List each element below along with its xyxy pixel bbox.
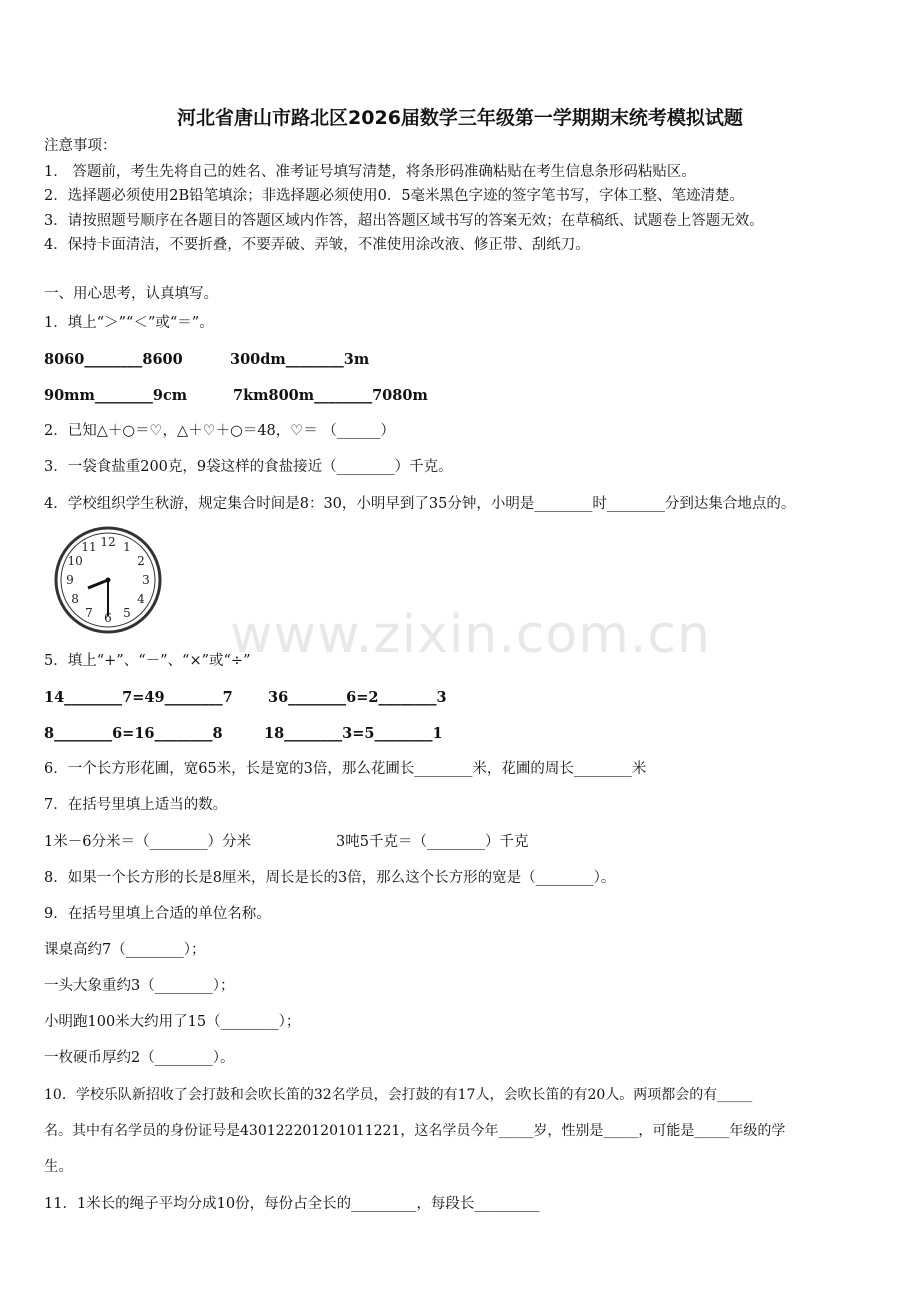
question-5a: 14________7=49________7 <box>44 689 233 706</box>
page-title: 河北省唐山市路北区2026届数学三年级第一学期期末统考模拟试题 <box>177 107 743 129</box>
question-8: 8．如果一个长方形的长是8厘米，周长是长的3倍，那么这个长方形的宽是（________）。 <box>44 870 616 886</box>
watermark: www.zixin.com.cn <box>230 605 711 665</box>
question-7a: 1米－6分米＝（________）分米 <box>44 834 251 850</box>
question-1: 1．填上“＞”“＜”或“＝”。 <box>44 315 214 331</box>
clock-number: 11 <box>81 540 97 555</box>
question-9d: 一枚硬币厚约2（________）。 <box>44 1050 235 1066</box>
clock-number: 9 <box>66 573 74 587</box>
clock-number: 4 <box>137 592 145 606</box>
clock-number: 10 <box>67 554 83 568</box>
question-1b: 300dm________3m <box>230 351 370 368</box>
clock-number: 6 <box>104 611 112 625</box>
clock-number: 2 <box>137 554 145 568</box>
question-2: 2．已知△＋○＝♡，△＋♡＋○＝48，♡＝ （______） <box>44 423 395 439</box>
question-9: 9．在括号里填上合适的单位名称。 <box>44 906 271 922</box>
clock-image <box>52 523 164 637</box>
question-5b: 36________6=2________3 <box>268 689 447 706</box>
notice-item-4: 4．保持卡面清洁，不要折叠，不要弄破、弄皱，不准使用涂改液、修正带、刮纸刀。 <box>44 237 590 253</box>
clock-number: 3 <box>142 573 150 587</box>
question-9a: 课桌高约7（________）； <box>44 942 206 958</box>
notice-item-1: 1． 答题前，考生先将自己的姓名、准考证号填写清楚，将条形码准确粘贴在考生信息条形码粘贴区。 <box>44 164 696 180</box>
question-10-line2: 名。其中有名学员的身份证号是430122201201011221，这名学员今年_____岁，性别是_____，可能是_____年级的学 <box>44 1123 786 1139</box>
notice-item-2: 2．选择题必须使用2B铅笔填涂；非选择题必须使用0．5毫米黑色字迹的签字笔书写，字体工整、笔迹清楚。 <box>44 188 745 204</box>
question-9c: 小明跑100米大约用了15（________）； <box>44 1014 301 1030</box>
notice-heading: 注意事项： <box>44 138 117 154</box>
question-5d: 18________3=5________1 <box>264 725 443 742</box>
question-5c: 8________6=16________8 <box>44 725 223 742</box>
question-1a: 8060________8600 <box>44 351 183 368</box>
question-7: 7．在括号里填上适当的数。 <box>44 797 228 813</box>
question-7b: 3吨5千克＝（________）千克 <box>336 834 529 850</box>
notice-item-3: 3．请按照题号顺序在各题目的答题区域内作答，超出答题区域书写的答案无效；在草稿纸、试题卷上答题无效。 <box>44 213 764 229</box>
question-5: 5．填上“+”、“－”、“×”或“÷” <box>44 653 251 669</box>
clock-number: 12 <box>100 535 116 549</box>
question-3: 3．一袋食盐重200克，9袋这样的食盐接近（________）千克。 <box>44 459 453 475</box>
clock-number: 7 <box>85 605 93 620</box>
question-9b: 一头大象重约3（________）； <box>44 978 235 994</box>
question-10-line1: 10．学校乐队新招收了会打鼓和会吹长笛的32名学员，会打鼓的有17人，会吹长笛的有20人。两项都会的有_____ <box>44 1087 753 1103</box>
question-4: 4．学校组织学生秋游，规定集合时间是8：30，小明早到了35分钟，小明是________时________分到达集合地点的。 <box>44 496 796 512</box>
clock-number: 1 <box>123 540 131 555</box>
clock-number: 5 <box>123 605 131 620</box>
question-10-line3: 生。 <box>44 1159 73 1175</box>
question-11: 11．1米长的绳子平均分成10份，每份占全长的_________，每段长_________ <box>44 1196 540 1212</box>
question-6: 6．一个长方形花圃，宽65米，长是宽的3倍，那么花圃长________米，花圃的周长________米 <box>44 761 647 777</box>
question-1d: 7km800m________7080m <box>233 387 428 404</box>
clock-number: 8 <box>71 592 79 606</box>
section-heading: 一、用心思考，认真填写。 <box>44 286 218 302</box>
question-1c: 90mm________9cm <box>44 387 188 404</box>
